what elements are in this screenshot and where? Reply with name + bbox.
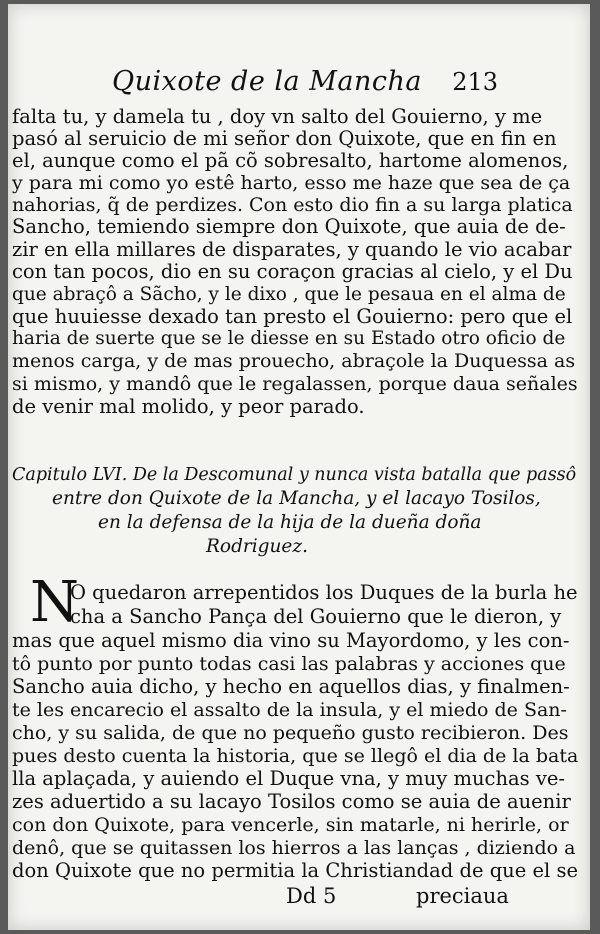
text-line: con don Quixote, para vencerle, sin matarle, ni herirle, or (12, 814, 569, 836)
page-footer (8, 884, 590, 914)
heading-line: entre don Quixote de la Mancha, y el lacayo Tosilos, (52, 488, 541, 509)
running-title: Quixote de la Mancha (112, 66, 422, 97)
text-line: te les encarecio el assalto de la insula, y el miedo de San- (12, 699, 567, 721)
text-line: nahorias, q̃ de perdizes. Con esto dio fin a su larga platica (12, 194, 573, 216)
text-line: de venir mal molido, y peor parado. (12, 395, 365, 418)
heading-line: en la defensa de la hija de la dueña doña (98, 512, 482, 533)
text-line: denô, que se quitassen los hierros a las lanças , diziendo a (12, 837, 576, 859)
text-line: que huuiesse dexado tan presto el Gouierno: pero que el (12, 305, 573, 328)
text-line: don Quixote que no permitia la Christiandad de que el se (12, 859, 578, 882)
text-line: con tan pocos, dio en su coraçon gracias al cielo, y el Du (12, 260, 573, 283)
text-line: zes aduertido a su lacayo Tosilos como se auia de auenir (12, 790, 571, 813)
signature-mark: Dd 5 (286, 884, 337, 908)
text-line: tô punto por punto todas casi las palabras y acciones que (12, 653, 566, 675)
text-line: menos carga, y de mas prouecho, abraçole la Duquessa as (12, 350, 576, 372)
text-line: lla aplaçada, y auiendo el Duque vna, y muy muchas ve- (12, 767, 566, 790)
text-line: cho, y su salida, de que no pequeño gusto recibieron. Des (12, 722, 569, 744)
heading-line: Capitulo LVI. De la Descomunal y nunca vista batalla que passô (12, 465, 577, 485)
text-line: el, aunque como el pã cõ sobresalto, hartome alomenos, (12, 149, 569, 172)
text-line: mas que aquel mismo dia vino su Mayordomo, y les con- (12, 629, 570, 652)
page-header (112, 66, 500, 106)
text-line: O quedaron arrepentidos los Duques de la burla he (70, 581, 578, 604)
text-line: zir en ella millares de disparates, y quando le vio acabar (12, 238, 572, 261)
text-line: falta tu, y damela tu , doy vn salto del Gouierno, y me (12, 105, 543, 128)
text-line: que abraçô a Sãcho, y le dixo , que le pesaua en el alma de (12, 284, 566, 305)
text-line: y para mi como yo estê harto, esso me haze que sea de ça (12, 172, 571, 194)
text-line: Sancho auia dicho, y hecho en aquellos dias, y finalmen- (12, 675, 570, 698)
text-line: haria de suerte que se le diesse en su Estado otro oficio de (12, 328, 566, 349)
text-line: cha a Sancho Pança del Gouierno que le dieron, y (70, 605, 562, 628)
heading-line: Rodriguez. (206, 536, 309, 557)
text-line: pues desto cuenta la historia, que se llegô el dia de la bata (12, 745, 579, 767)
text-line: pasó al seruicio de mi señor don Quixote, que en fin en (12, 127, 557, 150)
drop-cap: N (30, 570, 79, 635)
text-line: si mismo, y mandô que le regalassen, porque daua señales (12, 373, 578, 395)
book-page (8, 4, 590, 930)
text-line: Sancho, temiendo siempre don Quixote, que auia de de- (12, 215, 566, 238)
page-number: 213 (452, 68, 498, 96)
catchword: preciaua (416, 884, 509, 908)
